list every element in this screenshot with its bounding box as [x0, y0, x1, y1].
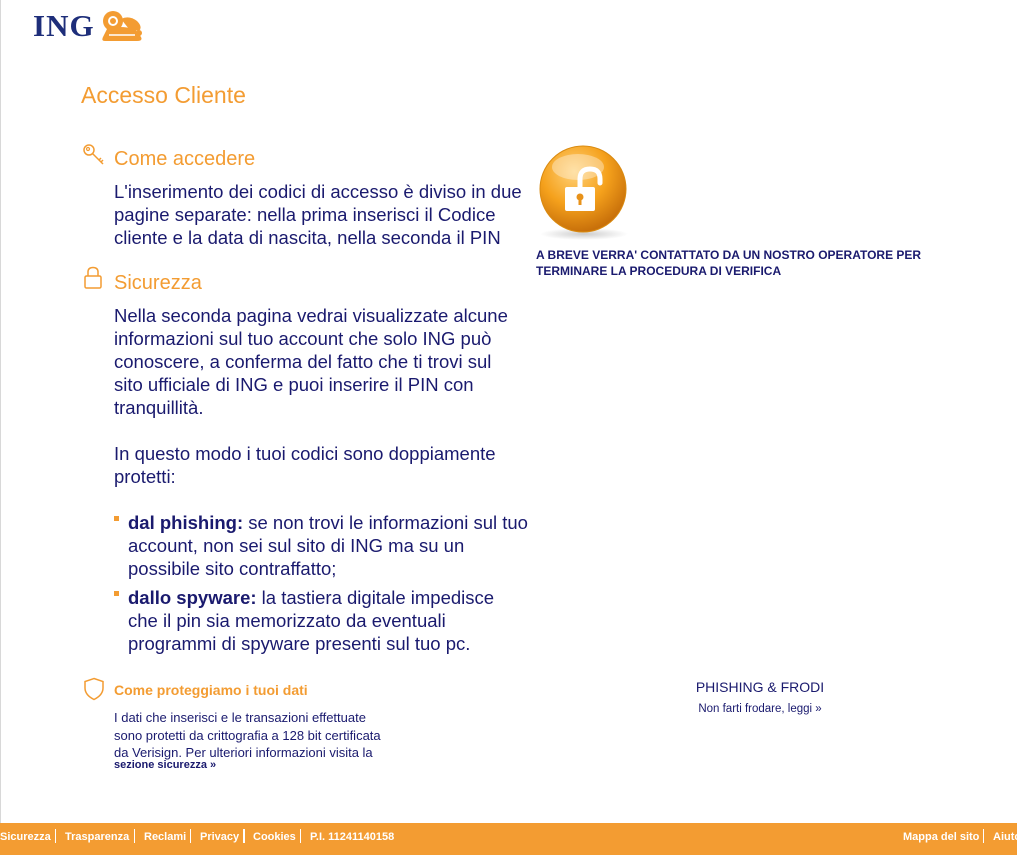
footer-link-sicurezza[interactable]: Sicurezza	[0, 831, 51, 843]
footer-separator	[55, 829, 56, 843]
text-line: tranquillità.	[114, 397, 204, 418]
phishing-read-more-link[interactable]: Non farti frodare, leggi »	[698, 703, 822, 715]
footer-separator	[300, 829, 301, 843]
lion-icon	[99, 9, 145, 43]
bullet-body: la tastiera digitale impedisce che il pin sia memorizzato da eventuali programmi di spyware presenti sul tuo pc.	[128, 587, 495, 654]
footer-link-sitemap[interactable]: Mappa del sito	[903, 831, 980, 843]
footer-separator	[190, 829, 191, 843]
text-line: L'inserimento dei codici di accesso è diviso in due	[114, 181, 522, 202]
footer-vat-number: P.I. 11241140158	[310, 831, 395, 843]
footer-separator	[983, 829, 984, 843]
bullet-spyware	[128, 586, 528, 655]
text-line: In questo modo i tuoi codici sono doppiamente	[114, 443, 496, 464]
bullet-label: dal phishing:	[128, 512, 244, 533]
text-line: informazioni sul tuo account che solo ING può	[114, 328, 492, 349]
text-line: I dati che inserisci e le transazioni effettuate	[114, 710, 366, 725]
unlocked-padlock-icon	[538, 143, 636, 243]
security-paragraph-2	[114, 442, 496, 488]
text-line: sono protetti da crittografia a 128 bit certificata	[114, 727, 381, 743]
how-to-access-title: Come accedere	[114, 148, 256, 170]
security-paragraph-1	[114, 304, 508, 419]
text-line: conoscere, a conferma del fatto che ti trovi sul	[114, 351, 492, 372]
shield-icon	[83, 677, 105, 701]
text-line: TERMINARE LA PROCEDURA DI VERIFICA	[536, 264, 782, 278]
security-section-link[interactable]: sezione sicurezza »	[114, 759, 217, 771]
bullet-marker	[114, 591, 119, 596]
footer-link-reclami[interactable]: Reclami	[144, 831, 187, 843]
footer-link-privacy[interactable]: Privacy	[200, 831, 240, 843]
footer-link-cookies[interactable]: Cookies	[253, 831, 296, 843]
text-line: Nella seconda pagina vedrai visualizzate alcune	[114, 305, 508, 326]
footer-link-help[interactable]: Aiuto	[993, 831, 1021, 843]
text-line: cliente e la data di nascita, nella seconda il PIN	[114, 227, 501, 248]
bullet-label: dallo spyware:	[128, 587, 257, 608]
data-protection-title: Come proteggiamo i tuoi dati	[114, 682, 308, 698]
padlock-icon	[83, 266, 103, 290]
footer-separator	[134, 829, 135, 843]
bullet-body: se non trovi le informazioni sul tuo account, non sei sul sito di ING ma su un possibile sito contraffatto;	[128, 512, 528, 579]
bullet-marker	[114, 516, 119, 521]
page-left-border	[0, 0, 1, 823]
text-line: pagine separate: nella prima inserisci il Codice	[114, 204, 496, 225]
how-to-access-text	[114, 180, 522, 249]
bullet-phishing	[128, 511, 528, 580]
footer-link-trasparenza[interactable]: Trasparenza	[65, 831, 130, 843]
text-line: sito ufficiale di ING e puoi inserire il PIN con	[114, 374, 474, 395]
data-protection-text	[114, 709, 434, 762]
ing-logo[interactable]	[33, 8, 145, 44]
logo-wordmark: ING	[33, 8, 95, 43]
verification-notice	[536, 247, 956, 279]
page-title: Accesso Cliente	[81, 82, 246, 108]
text-line: A BREVE VERRA' CONTATTATO DA UN NOSTRO OPERATORE PER	[536, 248, 922, 262]
key-icon	[82, 143, 106, 167]
text-line: da Verisign. Per ulteriori informazioni visita la	[114, 745, 373, 760]
footer-bar	[0, 823, 1021, 855]
footer-separator	[243, 829, 245, 843]
text-line: protetti:	[114, 466, 176, 487]
security-title: Sicurezza	[114, 272, 202, 294]
phishing-fraud-title: PHISHING & FRODI	[695, 679, 825, 695]
